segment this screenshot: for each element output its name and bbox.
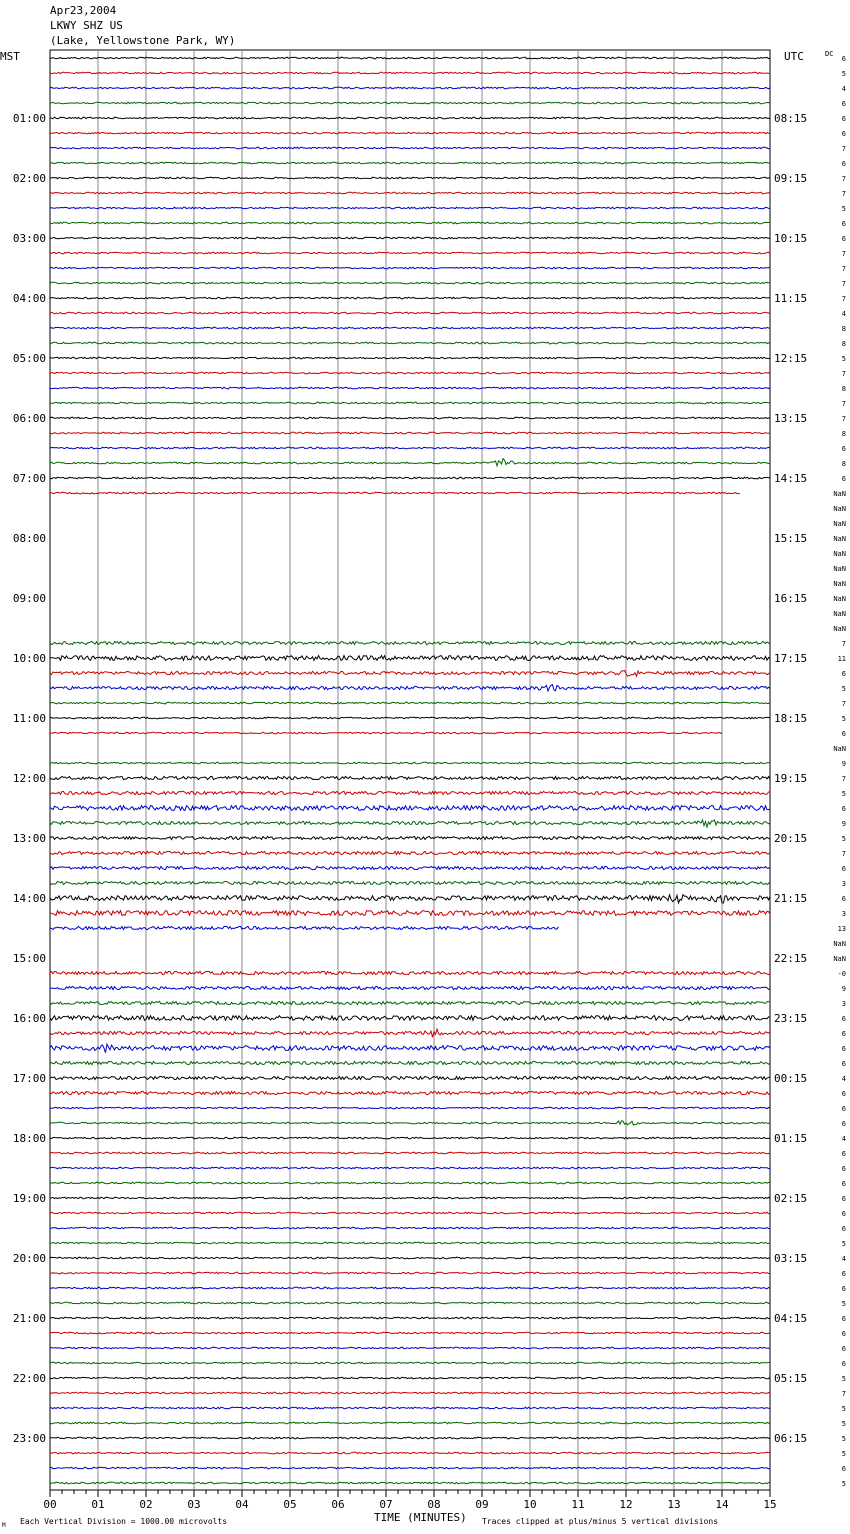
dc-offset-value: 8 [841, 430, 846, 438]
dc-offset-value: 7 [841, 640, 846, 648]
x-tick-label: 11 [571, 1498, 585, 1511]
right-hour-label: 14:15 [774, 472, 808, 485]
dc-offset-value: 6 [841, 130, 846, 138]
dc-offset-value: NaN [833, 535, 846, 543]
left-hour-label: 23:00 [12, 1432, 46, 1445]
x-tick-label: 01 [91, 1498, 105, 1511]
right-hour-label: 16:15 [774, 592, 808, 605]
dc-offset-value: 11 [837, 655, 846, 663]
left-hour-label: 10:00 [12, 652, 46, 665]
right-hour-label: 23:15 [774, 1012, 808, 1025]
left-hour-label: 19:00 [12, 1192, 46, 1205]
dc-offset-value: 5 [841, 1420, 846, 1428]
dc-offset-value: 7 [841, 370, 846, 378]
trace-row [50, 1212, 770, 1214]
trace-row [50, 762, 770, 764]
trace-row [50, 57, 770, 59]
dc-offset-value: 7 [841, 775, 846, 783]
trace-row [50, 671, 770, 677]
trace-row [50, 911, 770, 916]
dc-offset-value: 6 [841, 1360, 846, 1368]
dc-offset-value: 6 [841, 670, 846, 678]
trace-row [50, 836, 770, 839]
left-hour-label: 11:00 [12, 712, 46, 725]
left-hour-label: 02:00 [12, 172, 46, 185]
dc-offset-value: 7 [841, 1390, 846, 1398]
right-hour-label: 18:15 [774, 712, 808, 725]
dc-offset-value: NaN [833, 940, 846, 948]
right-hour-label: 21:15 [774, 892, 808, 905]
dc-offset-value: 6 [841, 1330, 846, 1338]
trace-row [50, 986, 770, 989]
dc-offset-value: 8 [841, 385, 846, 393]
left-hour-label: 17:00 [12, 1072, 46, 1085]
trace-row [50, 1467, 770, 1469]
x-tick-label: 00 [43, 1498, 57, 1511]
trace-row [50, 1317, 770, 1319]
x-tick-label: 04 [235, 1498, 249, 1511]
x-tick-label: 13 [667, 1498, 681, 1511]
dc-offset-value: 6 [841, 1015, 846, 1023]
trace-row [50, 177, 770, 179]
dc-offset-value: 6 [841, 1105, 846, 1113]
trace-row [50, 1272, 770, 1274]
dc-offset-value: 3 [841, 880, 846, 888]
dc-offset-value: 7 [841, 415, 846, 423]
trace-row [50, 1137, 770, 1139]
trace-row [50, 971, 770, 974]
dc-offset-value: 6 [841, 1315, 846, 1323]
dc-offset-value: 5 [841, 715, 846, 723]
right-hour-label: 22:15 [774, 952, 808, 965]
dc-offset-value: 5 [841, 1300, 846, 1308]
dc-offset-value: 7 [841, 850, 846, 858]
station-location: (Lake, Yellowstone Park, WY) [50, 34, 236, 47]
dc-offset-value: 6 [841, 805, 846, 813]
trace-row [50, 417, 770, 419]
left-hour-label: 15:00 [12, 952, 46, 965]
trace-row [50, 477, 770, 479]
trace-row [50, 1302, 770, 1304]
right-hour-label: 06:15 [774, 1432, 808, 1445]
dc-offset-value: 6 [841, 100, 846, 108]
x-tick-label: 12 [619, 1498, 633, 1511]
trace-row [50, 72, 770, 74]
x-tick-label: 07 [379, 1498, 393, 1511]
trace-row [50, 1001, 770, 1004]
dc-offset-value: 3 [841, 1000, 846, 1008]
trace-row [50, 327, 770, 329]
dc-offset-value: 7 [841, 400, 846, 408]
right-hour-label: 03:15 [774, 1252, 808, 1265]
dc-offset-value: 8 [841, 460, 846, 468]
trace-row [50, 1182, 770, 1184]
trace-row [50, 267, 770, 269]
trace-row [50, 1029, 770, 1037]
right-hour-label: 00:15 [774, 1072, 808, 1085]
dc-offset-value: 6 [841, 475, 846, 483]
dc-offset-value: 6 [841, 1195, 846, 1203]
trace-row [50, 702, 770, 704]
dc-offset-value: 6 [841, 1030, 846, 1038]
trace-row [50, 402, 770, 404]
x-tick-label: 03 [187, 1498, 201, 1511]
trace-row [50, 282, 770, 284]
trace-row [50, 459, 770, 466]
trace-row [50, 162, 770, 164]
trace-row [50, 1422, 770, 1424]
dc-offset-value: 5 [841, 790, 846, 798]
dc-offset-value: 5 [841, 205, 846, 213]
plot-date: Apr23,2004 [50, 4, 117, 17]
trace-row [50, 297, 770, 299]
dc-offset-value: 7 [841, 145, 846, 153]
trace-row [50, 207, 770, 209]
dc-offset-value: 7 [841, 280, 846, 288]
trace-row [50, 1437, 770, 1439]
trace-row [50, 192, 770, 194]
dc-offset-value: 6 [841, 1345, 846, 1353]
trace-row [50, 1197, 770, 1199]
dc-offset-value: 6 [841, 1165, 846, 1173]
trace-row [50, 222, 770, 224]
dc-offset-value: 5 [841, 355, 846, 363]
station-code: LKWY SHZ US [50, 19, 123, 32]
dc-offset-value: 6 [841, 1285, 846, 1293]
trace-row [50, 851, 770, 854]
dc-offset-value: 9 [841, 820, 846, 828]
trace-row [50, 656, 770, 661]
trace-row [50, 1242, 770, 1244]
dc-offset-value: NaN [833, 955, 846, 963]
x-tick-label: 05 [283, 1498, 297, 1511]
dc-offset-value: 5 [841, 70, 846, 78]
trace-row [50, 252, 770, 254]
dc-offset-value: 7 [841, 175, 846, 183]
trace-row [50, 776, 770, 779]
dc-offset-value: 6 [841, 865, 846, 873]
trace-row [50, 1287, 770, 1289]
clip-note: Traces clipped at plus/minus 5 vertical divisions [482, 1517, 719, 1526]
dc-offset-value: 7 [841, 250, 846, 258]
dc-offset-value: 6 [841, 1090, 846, 1098]
dc-offset-value: 3 [841, 910, 846, 918]
left-hour-label: 05:00 [12, 352, 46, 365]
dc-offset-value: 5 [841, 835, 846, 843]
trace-row [50, 866, 770, 869]
dc-offset-value: NaN [833, 625, 846, 633]
trace-row [50, 1482, 770, 1484]
trace-row [50, 806, 770, 811]
trace-row [50, 1407, 770, 1409]
dc-offset-value: 8 [841, 340, 846, 348]
trace-row [50, 1044, 770, 1053]
trace-row [50, 312, 770, 314]
right-hour-label: 10:15 [774, 232, 808, 245]
left-hour-label: 14:00 [12, 892, 46, 905]
dc-offset-value: 6 [841, 1270, 846, 1278]
dc-offset-value: 6 [841, 235, 846, 243]
trace-row [50, 447, 770, 449]
dc-offset-value: 4 [841, 310, 846, 318]
trace-row [50, 1016, 770, 1021]
x-tick-label: 06 [331, 1498, 345, 1511]
trace-row [50, 1347, 770, 1349]
trace-row [50, 717, 770, 719]
left-hour-label: 06:00 [12, 412, 46, 425]
trace-row [50, 1332, 770, 1334]
dc-offset-value: 6 [841, 895, 846, 903]
dc-offset-value: 5 [841, 1435, 846, 1443]
trace-row [50, 147, 770, 149]
left-hour-label: 12:00 [12, 772, 46, 785]
trace-row [50, 1076, 770, 1079]
dc-offset-value: 8 [841, 325, 846, 333]
dc-offset-value: 6 [841, 115, 846, 123]
dc-offset-value: 6 [841, 1120, 846, 1128]
dc-offset-value: 4 [841, 85, 846, 93]
dc-offset-value: 6 [841, 1045, 846, 1053]
trace-row [50, 357, 770, 359]
x-axis-title: TIME (MINUTES) [374, 1511, 467, 1524]
scale-note: Each Vertical Division = 1000.00 microvolts [20, 1517, 228, 1526]
trace-row [50, 387, 770, 389]
dc-offset-value: 5 [841, 1240, 846, 1248]
trace-row [50, 117, 770, 119]
x-tick-label: 02 [139, 1498, 153, 1511]
corner-mark: M [2, 1522, 6, 1529]
left-hour-label: 22:00 [12, 1372, 46, 1385]
trace-row [50, 1107, 770, 1109]
right-hour-label: 12:15 [774, 352, 808, 365]
left-hour-label: 03:00 [12, 232, 46, 245]
x-tick-label: 10 [523, 1498, 537, 1511]
dc-offset-value: 6 [841, 1210, 846, 1218]
trace-row [50, 372, 770, 374]
right-hour-label: 13:15 [774, 412, 808, 425]
trace-row [50, 1392, 770, 1394]
right-hour-label: 05:15 [774, 1372, 808, 1385]
dc-offset-value: 5 [841, 1450, 846, 1458]
trace-row [50, 432, 770, 434]
dc-offset-value: 6 [841, 1225, 846, 1233]
right-hour-label: 09:15 [774, 172, 808, 185]
trace-row [50, 791, 770, 794]
dc-offset-value: 6 [841, 1180, 846, 1188]
dc-offset-value: 4 [841, 1075, 846, 1083]
dc-offset-value: 13 [837, 925, 846, 933]
x-tick-label: 14 [715, 1498, 729, 1511]
dc-offset-value: 7 [841, 190, 846, 198]
dc-offset-value: NaN [833, 595, 846, 603]
dc-offset-value: 7 [841, 700, 846, 708]
left-hour-label: 07:00 [12, 472, 46, 485]
dc-offset-value: 7 [841, 265, 846, 273]
dc-offset-value: NaN [833, 745, 846, 753]
trace-row [50, 492, 740, 494]
left-hour-label: 13:00 [12, 832, 46, 845]
dc-offset-value: NaN [833, 565, 846, 573]
dc-offset-value: 6 [841, 1465, 846, 1473]
trace-row [50, 1152, 770, 1154]
right-timezone-label: UTC [784, 50, 804, 63]
trace-row [50, 342, 770, 344]
trace-row [50, 87, 770, 89]
right-hour-label: 08:15 [774, 112, 808, 125]
dc-offset-value: 6 [841, 1150, 846, 1158]
trace-row [50, 1257, 770, 1259]
x-tick-label: 09 [475, 1498, 489, 1511]
dc-offset-value: 6 [841, 220, 846, 228]
dc-offset-value: NaN [833, 610, 846, 618]
dc-offset-value: NaN [833, 505, 846, 513]
trace-row [50, 237, 770, 239]
trace-row [50, 881, 770, 884]
left-hour-label: 18:00 [12, 1132, 46, 1145]
x-tick-label: 08 [427, 1498, 441, 1511]
left-hour-label: 01:00 [12, 112, 46, 125]
trace-row [50, 1061, 770, 1064]
dc-offset-value: NaN [833, 550, 846, 558]
trace-row [50, 1091, 770, 1094]
trace-row [50, 1227, 770, 1229]
trace-row [50, 1167, 770, 1169]
dc-offset-value: 9 [841, 760, 846, 768]
left-hour-label: 04:00 [12, 292, 46, 305]
trace-row [50, 895, 770, 903]
dc-offset-value: 5 [841, 685, 846, 693]
dc-offset-value: 5 [841, 1375, 846, 1383]
trace-row [50, 102, 770, 104]
right-hour-label: 11:15 [774, 292, 808, 305]
trace-row [50, 685, 770, 691]
dc-offset-value: 6 [841, 160, 846, 168]
right-hour-label: 04:15 [774, 1312, 808, 1325]
dc-offset-value: 9 [841, 985, 846, 993]
x-tick-label: 15 [763, 1498, 777, 1511]
dc-offset-value: NaN [833, 520, 846, 528]
dc-offset-value: 5 [841, 1480, 846, 1488]
right-hour-label: 15:15 [774, 532, 808, 545]
dc-offset-value: 4 [841, 1255, 846, 1263]
dc-offset-value: NaN [833, 490, 846, 498]
dc-offset-value: NaN [833, 580, 846, 588]
right-hour-label: 02:15 [774, 1192, 808, 1205]
dc-column-label: DC [825, 50, 834, 58]
dc-offset-value: 6 [841, 55, 846, 63]
dc-offset-value: 6 [841, 1060, 846, 1068]
trace-row [50, 641, 770, 644]
left-hour-label: 08:00 [12, 532, 46, 545]
left-timezone-label: MST [0, 50, 20, 63]
trace-row [50, 1452, 770, 1454]
dc-offset-value: 4 [841, 1135, 846, 1143]
trace-row [50, 1121, 770, 1125]
right-hour-label: 19:15 [774, 772, 808, 785]
right-hour-label: 17:15 [774, 652, 808, 665]
left-hour-label: 20:00 [12, 1252, 46, 1265]
dc-offset-value: 7 [841, 295, 846, 303]
trace-row [50, 1362, 770, 1364]
trace-row [50, 820, 770, 827]
right-hour-label: 01:15 [774, 1132, 808, 1145]
dc-offset-value: 6 [841, 445, 846, 453]
left-hour-label: 09:00 [12, 592, 46, 605]
right-hour-label: 20:15 [774, 832, 808, 845]
trace-row [50, 132, 770, 134]
left-hour-label: 16:00 [12, 1012, 46, 1025]
trace-row [50, 1377, 770, 1379]
dc-offset-value: 6 [841, 730, 846, 738]
dc-offset-value: 5 [841, 1405, 846, 1413]
dc-offset-value: -0 [837, 970, 846, 978]
left-hour-label: 21:00 [12, 1312, 46, 1325]
